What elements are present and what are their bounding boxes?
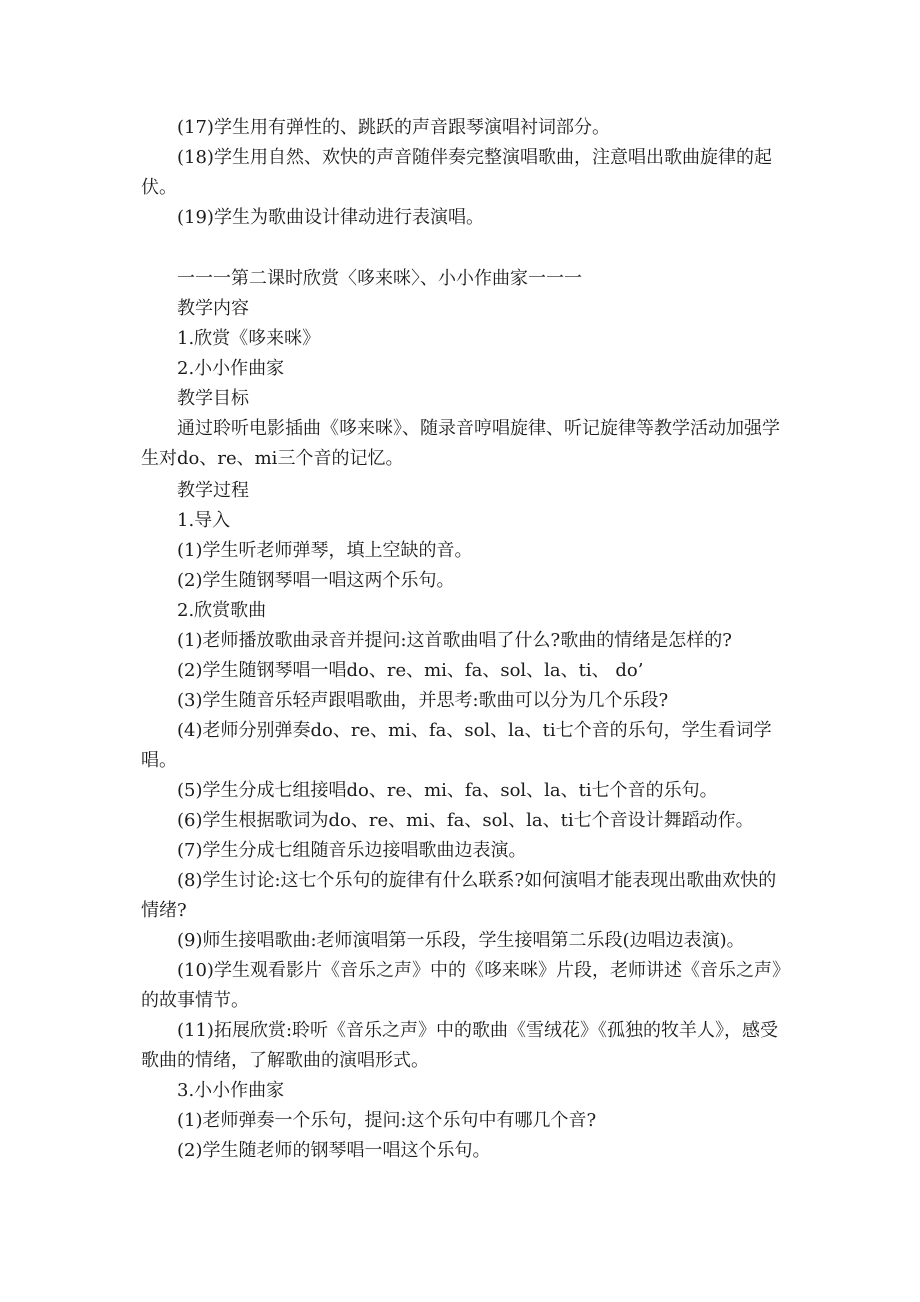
process-item: (4)老师分别弹奏do、re、mi、fa、sol、la、ti七个音的乐句，学生看词学唱。	[141, 720, 772, 771]
process-item: (1)老师弹奏一个乐句，提问:这个乐句中有哪几个音?	[177, 1110, 597, 1131]
process-item: (8)学生讨论:这七个乐句的旋律有什么联系?如何演唱才能表现出歌曲欢快的情绪?	[141, 870, 777, 921]
section-heading-process: 教学过程	[177, 480, 249, 501]
process-step-3: 3.小小作曲家	[177, 1080, 285, 1101]
section-heading-goals: 教学目标	[177, 388, 249, 409]
process-item: (9)师生接唱歌曲:老师演唱第一乐段，学生接唱第二乐段(边唱边表演)。	[177, 930, 745, 951]
section-heading-content: 教学内容	[177, 298, 249, 319]
content-item-2: 2.小小作曲家	[177, 358, 285, 379]
process-item: (11)拓展欣赏:聆听《音乐之声》中的歌曲《雪绒花》《孤独的牧羊人》，感受歌曲的情绪，了解歌曲的演唱形式。	[141, 1020, 779, 1071]
process-item: (3)学生随音乐轻声跟唱歌曲，并思考:歌曲可以分为几个乐段?	[177, 690, 669, 711]
process-step-1: 1.导入	[177, 510, 231, 531]
paragraph-item-17: (17)学生用有弹性的、跳跃的声音跟琴演唱衬词部分。	[177, 117, 610, 138]
content-item-1: 1.欣赏《哆来咪》	[177, 328, 321, 349]
paragraph-item-18: (18)学生用自然、欢快的声音随伴奏完整演唱歌曲，注意唱出歌曲旋律的起伏。	[141, 147, 772, 198]
lesson-title: 一一一第二课时欣赏〈哆来咪〉、小小作曲家一一一	[177, 268, 582, 289]
goals-paragraph: 通过聆听电影插曲《哆来咪》、随录音哼唱旋律、听记旋律等教学活动加强学生对do、re、mi三个音的记忆。	[141, 418, 780, 469]
process-item: (1)老师播放歌曲录音并提问:这首歌曲唱了什么?歌曲的情绪是怎样的?	[177, 630, 732, 651]
process-item: (2)学生随钢琴唱一唱这两个乐句。	[177, 570, 455, 591]
process-item: (5)学生分成七组接唱do、re、mi、fa、sol、la、ti七个音的乐句。	[177, 780, 718, 801]
process-item: (1)学生听老师弹琴，填上空缺的音。	[177, 540, 473, 561]
process-item: (6)学生根据歌词为do、re、mi、fa、sol、la、ti七个音设计舞蹈动作。	[177, 810, 754, 831]
process-item: (2)学生随钢琴唱一唱do、re、mi、fa、sol、la、ti、 do’	[177, 660, 644, 681]
process-item: (7)学生分成七组随音乐边接唱歌曲边表演。	[177, 840, 527, 861]
process-item: (10)学生观看影片《音乐之声》中的《哆来咪》片段，老师讲述《音乐之声》的故事情节。	[141, 960, 781, 1011]
paragraph-item-19: (19)学生为歌曲设计律动进行表演唱。	[177, 207, 484, 228]
process-step-2: 2.欣赏歌曲	[177, 600, 267, 621]
process-item: (2)学生随老师的钢琴唱一唱这个乐句。	[177, 1140, 491, 1161]
